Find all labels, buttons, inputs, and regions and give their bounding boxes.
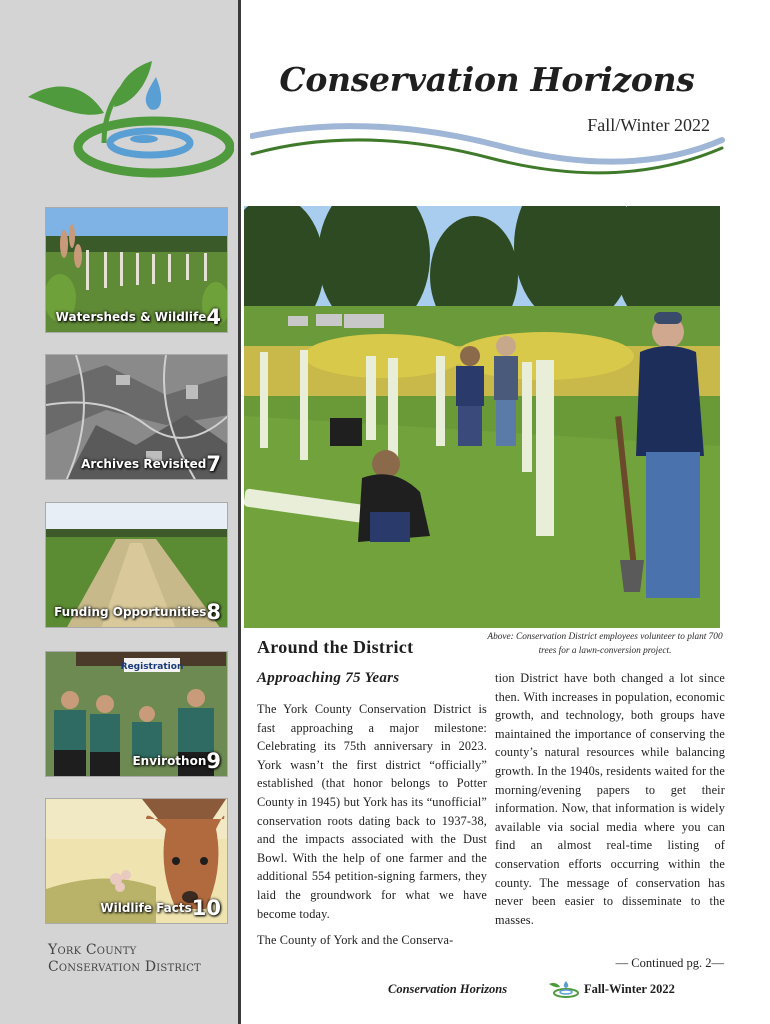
section-heading: Around the District bbox=[257, 637, 414, 657]
thumb-title: Funding Opportunities bbox=[54, 605, 207, 619]
organization-line-1: York County bbox=[48, 942, 137, 958]
continued-note: — Continued pg. 2— bbox=[615, 956, 724, 970]
thumb-label bbox=[54, 600, 221, 624]
article-heading: Approaching 75 Years bbox=[257, 670, 400, 686]
thumb-label bbox=[81, 452, 221, 476]
article-column-1 bbox=[257, 700, 487, 950]
footer-title: Conservation Horizons bbox=[388, 982, 508, 996]
thumb-title: Envirothon bbox=[132, 754, 207, 768]
thumb-page-number: 10 bbox=[191, 896, 221, 920]
sidebar-divider bbox=[238, 0, 241, 1024]
thumb-watersheds[interactable] bbox=[45, 207, 228, 333]
thumb-title: Watersheds & Wildlife bbox=[55, 310, 207, 324]
thumb-label bbox=[100, 896, 221, 920]
article-column-2 bbox=[495, 669, 725, 929]
mini-logo-icon bbox=[548, 979, 580, 999]
article-paragraph: The York County Conservation District is fast approaching a major milestone: Celebrating its 75th anniversary in 2023. York wasn’t the first district “officially” established (that honor belongs to Potter County in 1945) but York has its “unofficial” conservation roots dating back to 1937-38, and the impacts associated with the Dust Bowl. With the help of one farmer and the additional 554 petition-signing farmers, they laid the groundwork for what we have become today. bbox=[257, 702, 487, 921]
tree-planting-photo bbox=[244, 206, 720, 628]
thumb-label bbox=[132, 749, 221, 773]
leaf-water-drop-logo bbox=[22, 55, 234, 185]
thumb-label bbox=[56, 305, 221, 329]
photo-caption: Above: Conservation District employees volunteer to plant 700 trees for a lawn-conversion project. bbox=[487, 632, 723, 656]
thumb-page-number: 9 bbox=[206, 749, 221, 773]
thumb-wildlife-facts[interactable] bbox=[45, 798, 228, 924]
thumb-archives[interactable] bbox=[45, 354, 228, 480]
article-paragraph: The County of York and the Conserva- bbox=[257, 933, 454, 948]
thumb-title: Archives Revisited bbox=[81, 457, 207, 471]
thumb-page-number: 8 bbox=[206, 600, 221, 624]
thumb-title: Wildlife Facts bbox=[100, 901, 192, 915]
edition-label: Fall/Winter 2022 bbox=[587, 115, 710, 135]
thumb-funding[interactable] bbox=[45, 502, 228, 628]
thumb-page-number: 7 bbox=[206, 452, 221, 476]
article-paragraph: tion District have both changed a lot since then. With increases in population, economic growth, and technology, both groups have maintained the importance of conserving the county’s natural resources while balancing growth. In the 1940s, residents waited for the morning/evening papers to get their information. Now, that information is widely available via social media where you can find an almost real-time listing of conservation efforts occurring within the county. The message of conservation has never been easier to disseminate to the masses. bbox=[495, 671, 725, 927]
organization-line-2: Conservation District bbox=[48, 959, 201, 975]
thumb-envirothon[interactable] bbox=[45, 651, 228, 777]
thumb-page-number: 4 bbox=[206, 305, 221, 329]
registration-sign: Registration bbox=[120, 662, 184, 672]
page-footer bbox=[388, 979, 718, 1001]
footer-edition: Fall-Winter 2022 bbox=[584, 982, 675, 996]
newsletter-title: Conservation Horizons bbox=[279, 60, 695, 99]
organization-name bbox=[48, 942, 238, 976]
